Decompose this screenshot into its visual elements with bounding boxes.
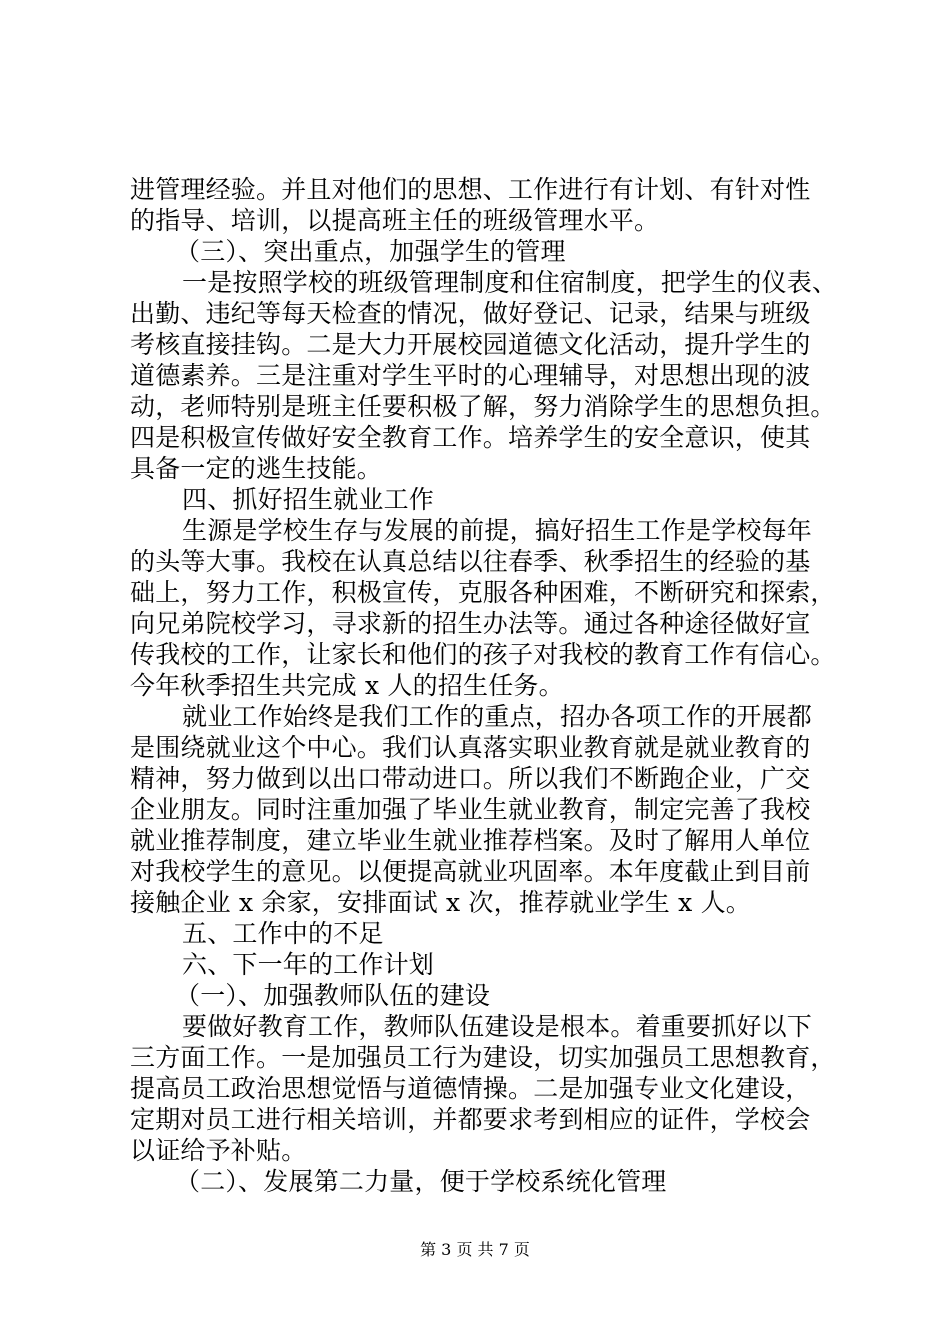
- text-line: 四是积极宣传做好安全教育工作。培养学生的安全意识，使其: [130, 423, 811, 452]
- text-line: 传我校的工作，让家长和他们的孩子对我校的教育工作有信心。: [130, 640, 836, 669]
- section-heading: （三）、突出重点，加强学生的管理: [175, 237, 566, 266]
- text-line: 企业朋友。同时注重加强了毕业生就业教育，制定完善了我校: [130, 795, 811, 824]
- text-line: 是围绕就业这个中心。我们认真落实职业教育就是就业教育的: [130, 733, 811, 762]
- text-line: 一是按照学校的班级管理制度和住宿制度，把学生的仪表、: [182, 268, 838, 297]
- text-line: 的指导、培训，以提高班主任的班级管理水平。: [130, 206, 660, 235]
- text-line: 三方面工作。一是加强员工行为建设，切实加强员工思想教育，: [130, 1043, 836, 1072]
- text-line: 进管理经验。并且对他们的思想、工作进行有计划、有针对性: [130, 175, 811, 204]
- text-line: 考核直接挂钩。二是大力开展校园道德文化活动，提升学生的: [130, 330, 811, 359]
- text-line: 就业工作始终是我们工作的重点，招办各项工作的开展都: [182, 702, 813, 731]
- text-line: 具备一定的逃生技能。: [130, 454, 383, 483]
- text-line: 动，老师特别是班主任要积极了解，努力消除学生的思想负担。: [130, 392, 836, 421]
- text-line: 向兄弟院校学习，寻求新的招生办法等。通过各种途径做好宣: [130, 609, 811, 638]
- text-line: 提高员工政治思想觉悟与道德情操。二是加强专业文化建设，: [130, 1074, 811, 1103]
- text-line: 的头等大事。我校在认真总结以往春季、秋季招生的经验的基: [130, 547, 811, 576]
- text-line: 接触企业 x 余家，安排面试 x 次，推荐就业学生 x 人。: [130, 888, 751, 917]
- text-line: 础上，努力工作，积极宣传，克服各种困难，不断研究和探索，: [130, 578, 836, 607]
- text-line: 生源是学校生存与发展的前提，搞好招生工作是学校每年: [182, 516, 813, 545]
- text-line: 要做好教育工作，教师队伍建设是根本。着重要抓好以下: [182, 1012, 813, 1041]
- section-heading: 六、下一年的工作计划: [182, 950, 435, 979]
- section-heading: 五、工作中的不足: [182, 919, 384, 948]
- text-line: 定期对员工进行相关培训，并都要求考到相应的证件，学校会: [130, 1105, 811, 1134]
- section-heading: （二）、发展第二力量，便于学校系统化管理: [175, 1167, 667, 1196]
- text-line: 精神，努力做到以出口带动进口。所以我们不断跑企业，广交: [130, 764, 811, 793]
- text-line: 出勤、违纪等每天检查的情况，做好登记、记录，结果与班级: [130, 299, 811, 328]
- text-line: 道德素养。三是注重对学生平时的心理辅导，对思想出现的波: [130, 361, 811, 390]
- section-heading: （一）、加强教师队伍的建设: [175, 981, 491, 1010]
- text-line: 就业推荐制度，建立毕业生就业推荐档案。及时了解用人单位: [130, 826, 811, 855]
- text-line: 对我校学生的意见。以便提高就业巩固率。本年度截止到目前: [130, 857, 811, 886]
- page-number: 第 3 页 共 7 页: [420, 1240, 530, 1259]
- text-line: 以证给予补贴。: [130, 1136, 307, 1165]
- section-heading: 四、抓好招生就业工作: [182, 485, 435, 514]
- text-line: 今年秋季招生共完成 x 人的招生任务。: [130, 671, 564, 700]
